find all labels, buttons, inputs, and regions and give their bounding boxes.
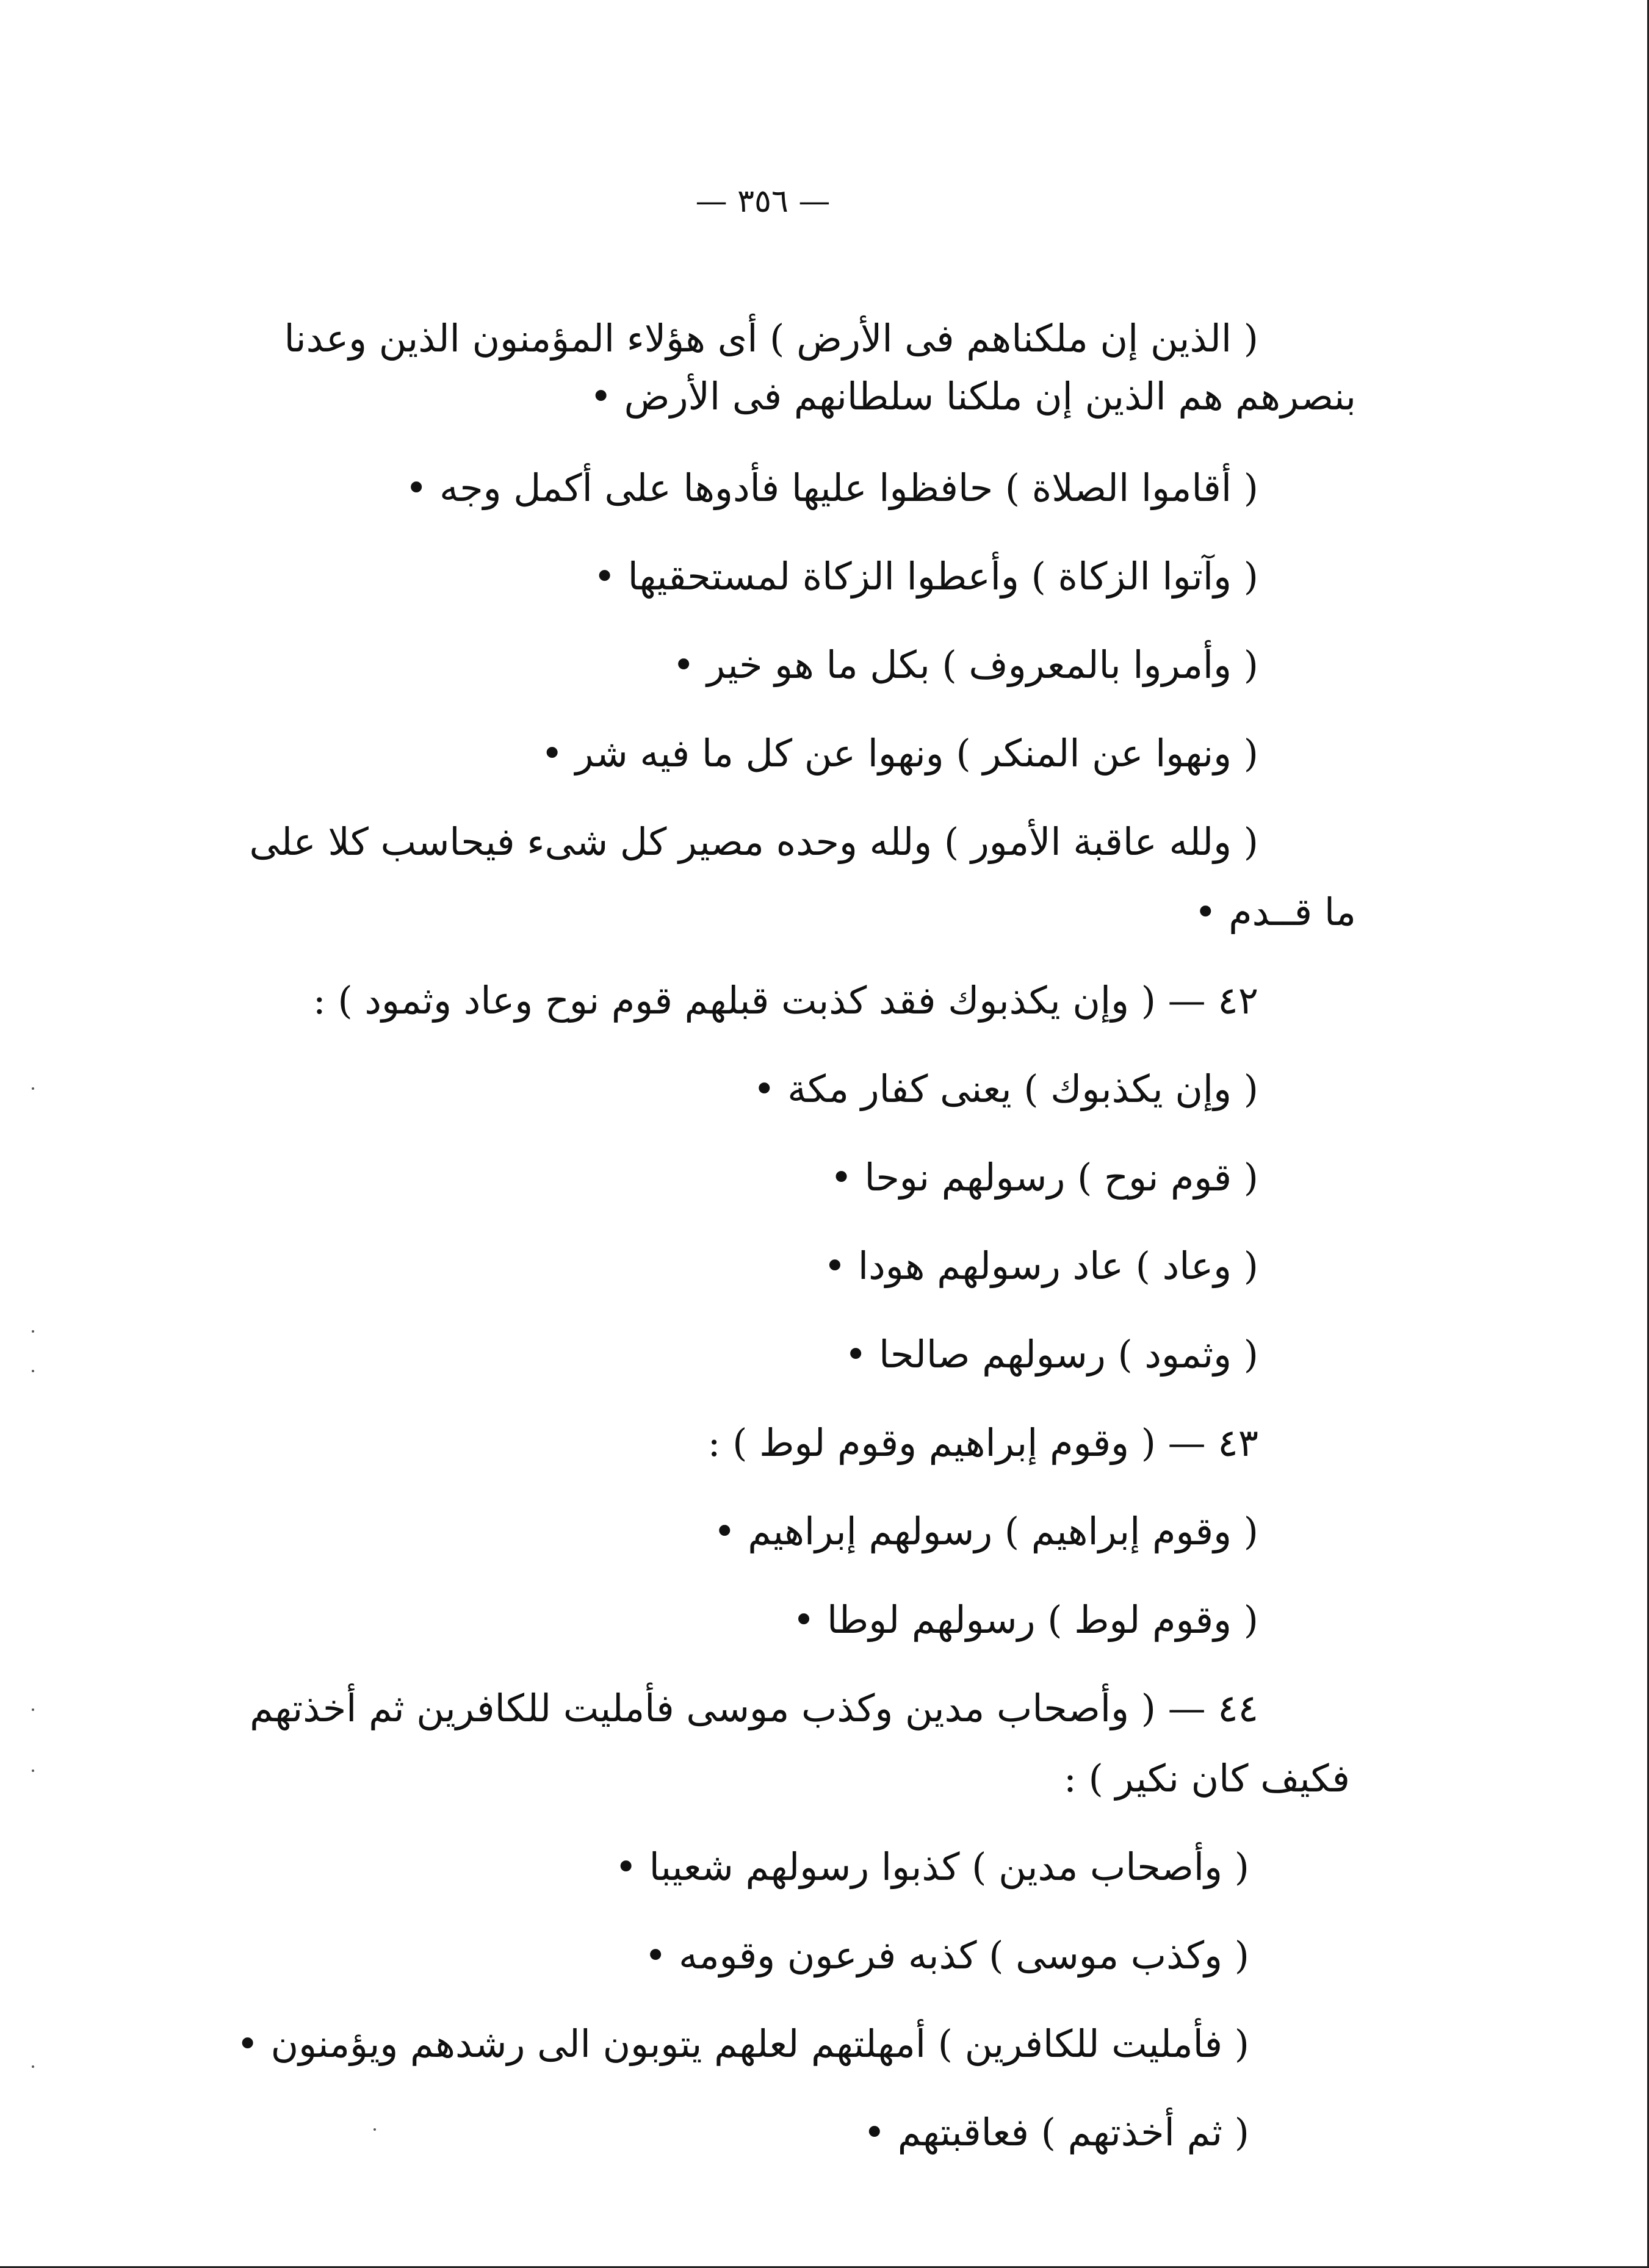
text-line: فكيف كان نكير ) : [1063,1756,1350,1801]
text-line: ( وأمروا بالمعروف ) بكل ما هو خير • [672,643,1258,687]
scan-speck [32,1708,34,1711]
text-line: ( قوم نوح ) رسولهم نوحا • [830,1155,1258,1200]
text-line: ٤٢ — ( وإن يكذبوك فقد كذبت قبلهم قوم نوح وعاد وثمود ) : [312,978,1258,1023]
text-line: ( ولله عاقبة الأمور ) ولله وحده مصير كل شىء فيحاسب كلا على [249,819,1258,864]
text-line: ما قــدم • [1194,890,1356,934]
page-number: — ٣٥٦ — [695,183,831,220]
scan-speck [32,1370,34,1372]
text-line: ٤٤ — ( وأصحاب مدين وكذب موسى فأمليت للكافرين ثم أخذتهم [250,1686,1258,1730]
text-line: ( وإن يكذبوك ) يعنى كفار مكة • [753,1067,1258,1111]
scan-speck [32,1769,34,1772]
text-line: ( وأصحاب مدين ) كذبوا رسولهم شعيبا • [615,1845,1249,1889]
text-line: ( الذين إن ملكناهم فى الأرض ) أى هؤلاء المؤمنون الذين وعدنا [284,316,1258,361]
text-line: ( وقوم لوط ) رسولهم لوطا • [792,1597,1258,1642]
text-line: ( ونهوا عن المنكر ) ونهوا عن كل ما فيه شر • [541,731,1258,776]
text-line: ( ثم أخذتهم ) فعاقبتهم • [863,2110,1249,2155]
scan-speck [373,2128,376,2131]
text-line: ( وثمود ) رسولهم صالحا • [844,1332,1258,1377]
scan-speck [32,1087,34,1090]
text-line: بنصرهم هم الذين إن ملكنا سلطانهم فى الأرض • [590,374,1356,419]
text-line: ( وقوم إبراهيم ) رسولهم إبراهيم • [713,1509,1258,1553]
text-line: ( وآتوا الزكاة ) وأعطوا الزكاة لمستحقيها • [593,554,1258,599]
text-line: ( أقاموا الصلاة ) حافظوا عليها فأدوها على أكمل وجه • [405,466,1258,510]
text-line: ( وعاد ) عاد رسولهم هودا • [823,1244,1258,1288]
text-line: ٤٣ — ( وقوم إبراهيم وقوم لوط ) : [707,1420,1258,1465]
scan-speck [32,2065,34,2068]
text-line: ( فأمليت للكافرين ) أمهلتهم لعلهم يتوبون الى رشدهم ويؤمنون • [236,2021,1249,2066]
text-line: ( وكذب موسى ) كذبه فرعون وقومه • [644,1933,1249,1978]
scan-speck [32,1330,34,1333]
